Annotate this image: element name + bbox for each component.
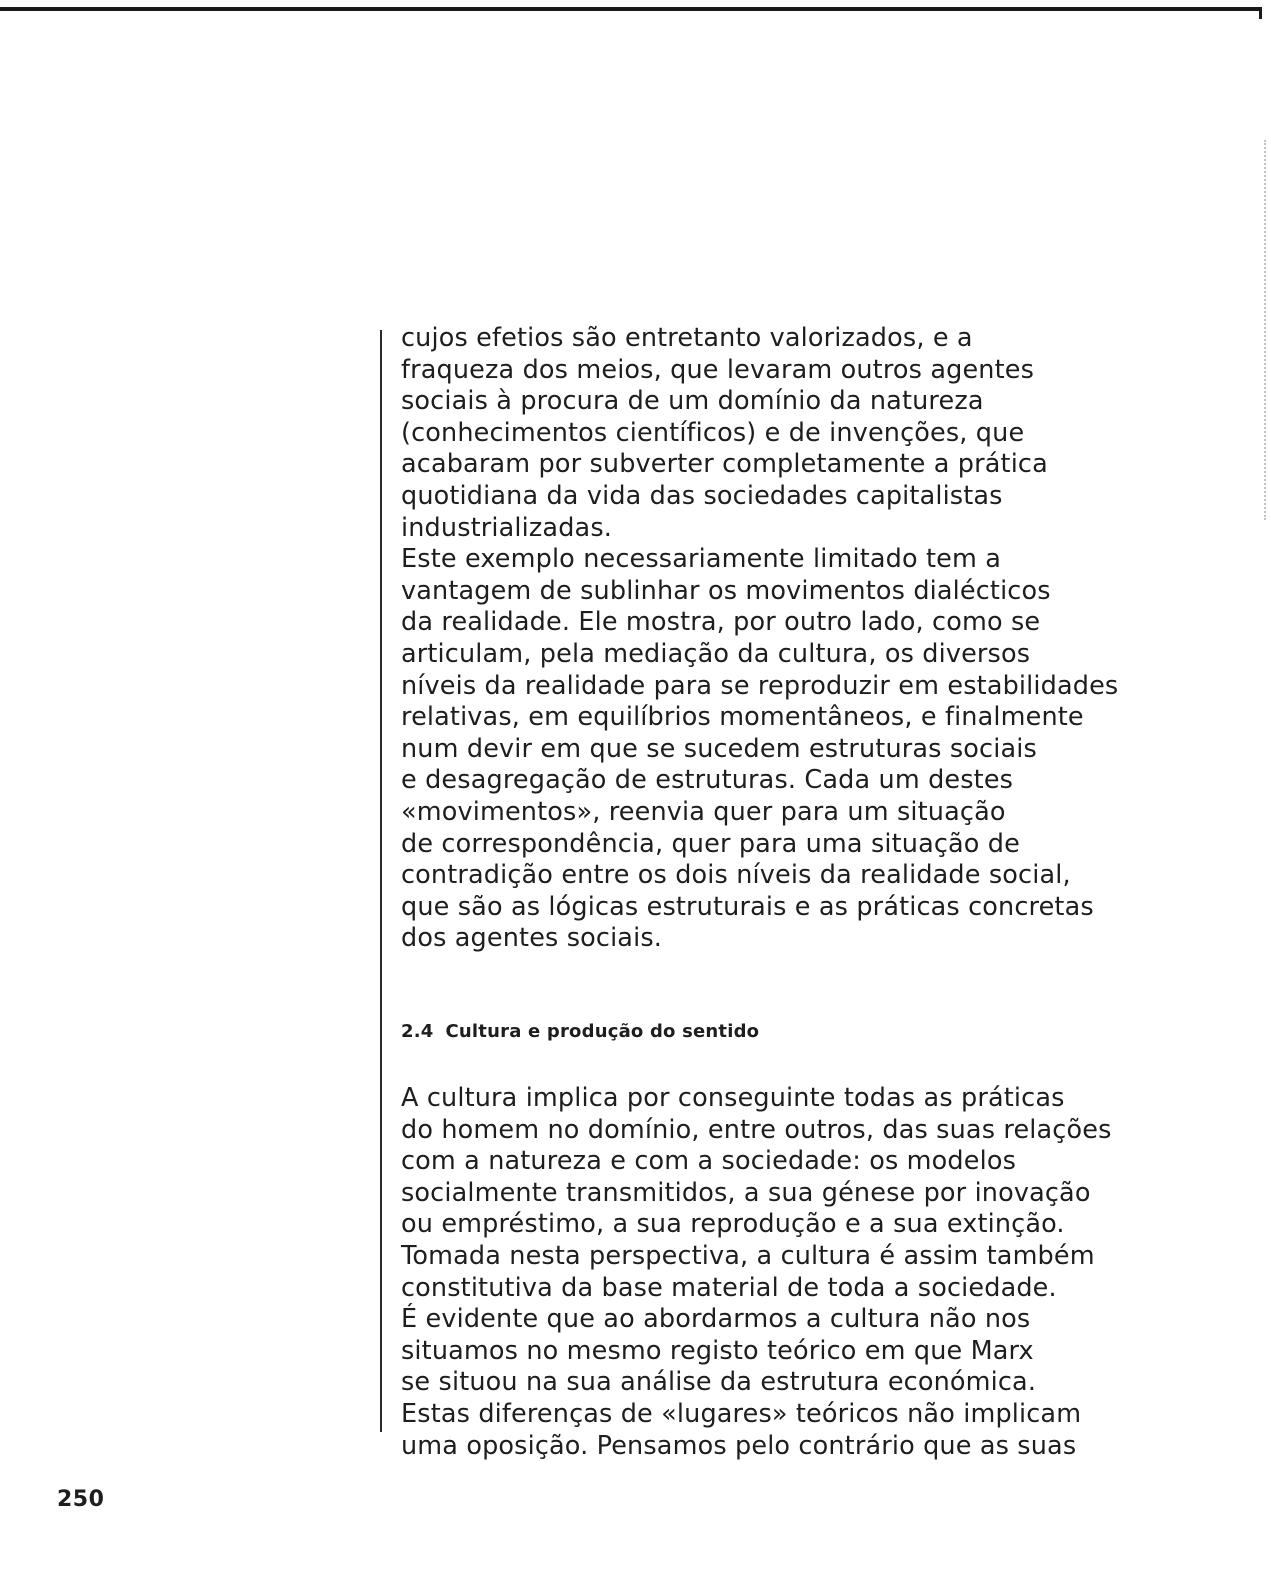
text-line: se situou na sua análise da estrutura económica. (401, 1367, 1037, 1398)
text-line: de correspondência, quer para uma situação de (401, 828, 1020, 859)
page-number: 250 (57, 1487, 105, 1512)
text-line: sociais à procura de um domínio da natureza (401, 386, 984, 417)
text-line: níveis da realidade para se reproduzir em estabilidades (401, 670, 1119, 701)
text-line: e desagregação de estruturas. Cada um destes (401, 765, 1014, 796)
paragraph-block-1 (401, 323, 1201, 955)
text-line: É evidente que ao abordarmos a cultura não nos (401, 1304, 1031, 1335)
margin-change-bar (380, 330, 382, 1432)
text-line: «movimentos», reenvia quer para um situação (401, 796, 1006, 827)
page-edge-marks (1264, 140, 1268, 520)
text-line: industrializadas. (401, 512, 613, 543)
text-line: Tomada nesta perspectiva, a cultura é assim também (401, 1240, 1095, 1271)
text-line: contradição entre os dois níveis da realidade social, (401, 860, 1071, 891)
section-number: 2.4 (401, 1021, 434, 1042)
paragraph-block-2 (401, 1083, 1201, 1462)
text-line: constitutiva da base material de toda a sociedade. (401, 1272, 1057, 1303)
text-line: socialmente transmitidos, a sua génese por inovação (401, 1177, 1091, 1208)
text-line: relativas, em equilíbrios momentâneos, e finalmente (401, 702, 1084, 733)
text-line: (conhecimentos científicos) e de invenções, que (401, 417, 1025, 448)
top-rule (0, 7, 1262, 11)
text-line: num devir em que se sucedem estruturas sociais (401, 733, 1037, 764)
text-line: quotidiana da vida das sociedades capitalistas (401, 480, 1003, 511)
section-heading (401, 1021, 759, 1042)
text-line: fraqueza dos meios, que levaram outros agentes (401, 354, 1035, 385)
text-line: Este exemplo necessariamente limitado tem a (401, 544, 1001, 575)
text-line: dos agentes sociais. (401, 923, 663, 954)
text-line: que são as lógicas estruturais e as práticas concretas (401, 891, 1094, 922)
text-line: situamos no mesmo registo teórico em que Marx (401, 1335, 1034, 1366)
text-line: acabaram por subverter completamente a prática (401, 449, 1048, 480)
text-line: Estas diferenças de «lugares» teóricos não implicam (401, 1398, 1082, 1429)
text-line: da realidade. Ele mostra, por outro lado, como se (401, 607, 1041, 638)
text-line: vantagem de sublinhar os movimentos dialécticos (401, 575, 1051, 606)
text-line: articulam, pela mediação da cultura, os diversos (401, 638, 1031, 669)
text-line: com a natureza e com a sociedade: os modelos (401, 1146, 1017, 1177)
text-line: do homem no domínio, entre outros, das suas relações (401, 1114, 1112, 1145)
text-line: ou empréstimo, a sua reprodução e a sua extinção. (401, 1209, 1065, 1240)
text-line: cujos efetios são entretanto valorizados, e a (401, 323, 973, 353)
text-line: A cultura implica por conseguinte todas as práticas (401, 1083, 1065, 1113)
top-rule-tick (1259, 7, 1262, 19)
text-line: uma oposição. Pensamos pelo contrário que as suas (401, 1430, 1077, 1461)
section-title: Cultura e produção do sentido (445, 1021, 760, 1042)
